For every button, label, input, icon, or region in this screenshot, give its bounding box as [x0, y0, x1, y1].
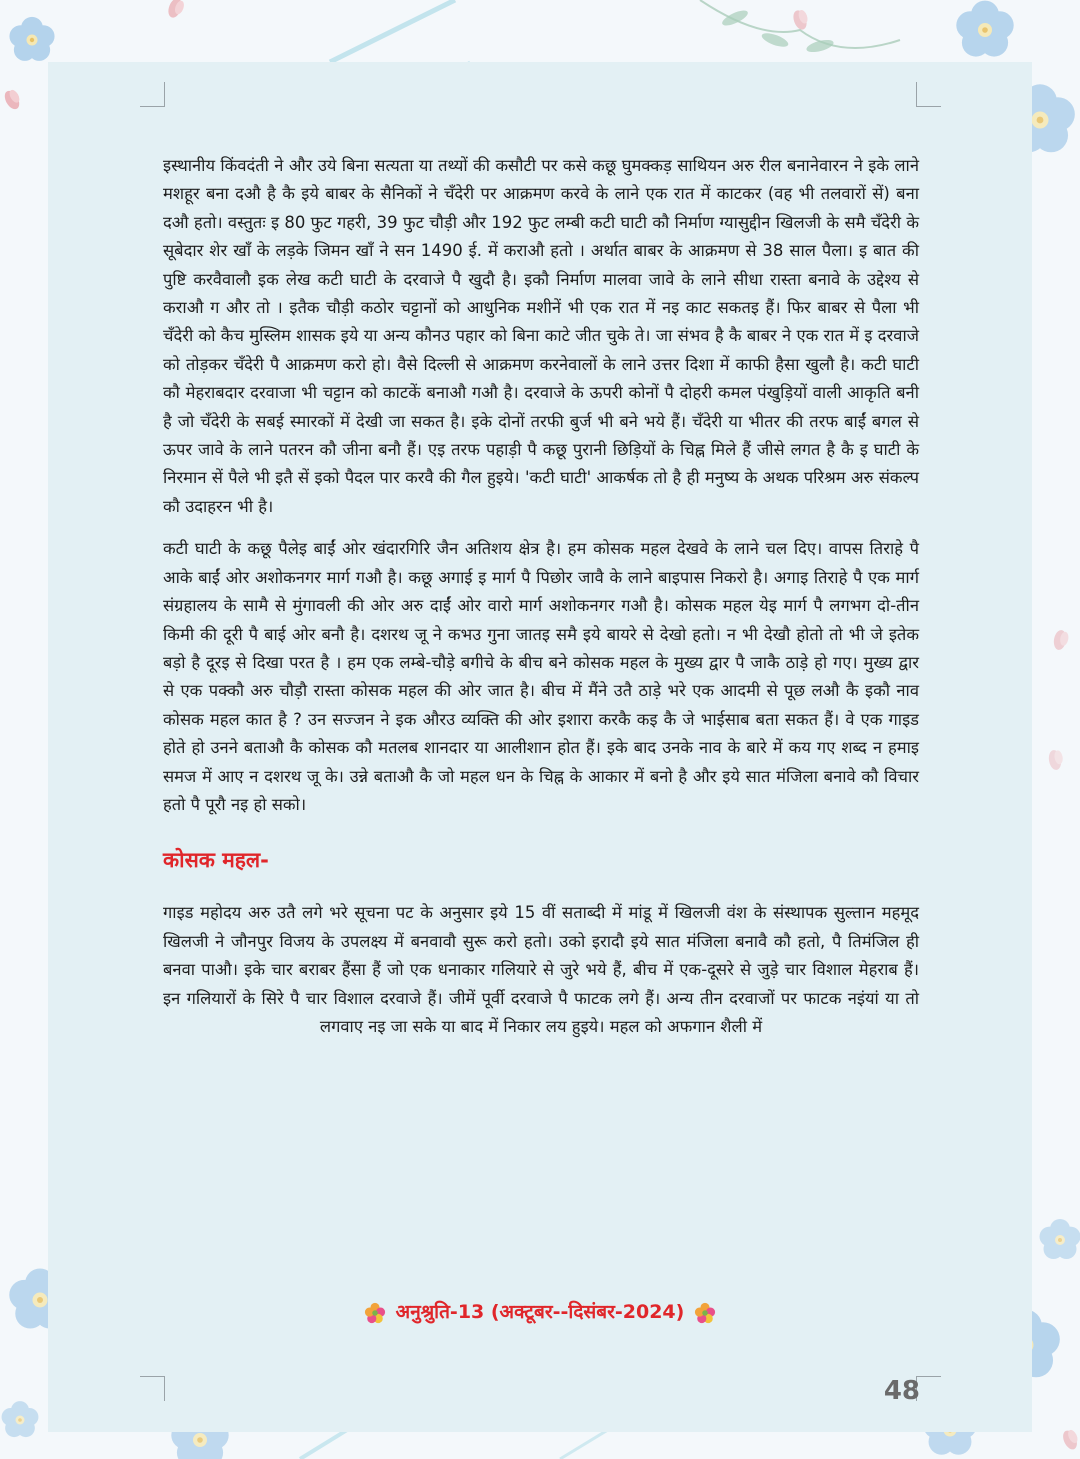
article-body: [163, 152, 919, 1055]
crop-mark-top-left: [140, 82, 165, 107]
journal-footer: [0, 1296, 1080, 1328]
flower-icon: [364, 1302, 386, 1324]
paragraph-3: गाइड महोदय अरु उतै लगे भरे सूचना पट के अनुसार इये 15 वीं सताब्दी में मांडू में खिलजी वंश के संस्थापक सुल्तान महमूद खिलजी ने जौनपुर विजय के उपलक्ष्य में बनवावौ सुरू करो हतो। उको इरादौ इये सात मंजिला बनावै कौ हतो, पै तिमंजिल ही बनवा पाऔ। इके चार बराबर हैंसा हैं जो एक धनाकार गलियारे से जुरे भये हैं, बीच में एक-दूसरे से जुड़े चार विशाल मेहराब हैं। इन गलियारों के सिरे पै चार विशाल दरवाजे हैं। जीमें पूर्वी दरवाजे पै फाटक लगे हैं। अन्य तीन दरवाजों पर फाटक नइंयां या तो लगवाए नइ जा सके या बाद में निकार लय हुइये। महल को अफगान शैली में: [163, 903, 919, 1036]
crop-mark-bottom-left: [140, 1376, 165, 1401]
page-number: 48: [883, 1376, 920, 1406]
paragraph-2: कटी घाटी के कछू पैलेइ बाईं ओर खंदारगिरि जैन अतिशय क्षेत्र है। हम कोसक महल देखवे के लाने चल दिए। वापस तिराहे पै आके बाईं ओर अशोकनगर मार्ग गऔ है। कछू अगाई इ मार्ग पै पिछोर जावै के लाने बाइपास निकरो है। अगाइ तिराहे पै एक मार्ग संग्रहालय के सामै से मुंगावली की ओर अरु दाईं ओर वारो मार्ग अशोकनगर गऔ है। कोसक महल येइ मार्ग पै लगभग दो-तीन किमी की दूरी पै बाई ओर बनौ है। दशरथ जू ने कभउ गुना जातइ समै इये बायरे से देखो हतो। न भी देखौ होतो तो भी जे इतेक बड़ो है दूरइ से दिखा परत है । हम एक लम्बे-चौड़े बगीचे के बीच बने कोसक महल के मुख्य द्वार पै जाकै ठाड़े हो गए। मुख्य द्वार से एक पक्कौ अरु चौड़ौ रास्ता कोसक महल की ओर जात है। बीच में मैंने उतै ठाड़े भरे एक आदमी से पूछ लऔ कै इकौ नाव कोसक महल कात है ? उन सज्जन ने इक औरउ व्यक्ति की ओर इशारा करकै कइ कै जे भाईसाब बता सकत हैं। वे एक गाइड होते हो उनने बताऔ कै कोसक कौ मतलब शानदार या आलीशान होत हैं। इके बाद उनके नाव के बारे में कय गए शब्द न हमाइ समज में आए न दशरथ जू के। उन्ने बताऔ कै जो महल धन के चिह्न के आकार में बनो है और इये सात मंजिला बनावे कौ विचार हतो पै पूरौ नइ हो सको।: [163, 539, 919, 814]
section-heading: कोसक महल-: [163, 848, 269, 873]
crop-mark-top-right: [916, 82, 941, 107]
paragraph-1: इस्थानीय किंवदंती ने और उये बिना सत्यता या तथ्यों की कसौटी पर कसे कछू घुमक्कड़ साथियन अरु रील बनानेवारन ने इके लाने मशहूर बना दऔ है कै इये बाबर के सैनिकों ने चँदेरी पर आक्रमण करवे के लाने एक रात में काटकर (वह भी तलवारों सें) बना दऔ हतो। वस्तुतः इ 80 फुट गहरी, 39 फुट चौड़ी और 192 फुट लम्बी कटी घाटी कौ निर्माण ग्यासुद्दीन खिलजी के समै चँदेरी के सूबेदार शेर खाँ के लड़के जिमन खाँ ने सन 1490 ई. में कराऔ हतो । अर्थात बाबर के आक्रमण से 38 साल पैला। इ बात की पुष्टि करवैवालौ इक लेख कटी घाटी के दरवाजे पै खुदौ है। इकौ निर्माण मालवा जावे के लाने सीधा रास्ता बनावे के उद्देश्य से कराऔ ग और तो । इतैक चौड़ी कठोर चट्टानों को आधुनिक मशीनें भी एक रात में नइ काट सकतइ हैं। फिर बाबर से पैला भी चँदेरी को कैच मुस्लिम शासक इये या अन्य कौनउ पहार को बिना काटे जीत चुके ते। जा संभव है कै बाबर ने एक रात में इ दरवाजे को तोड़कर चँदेरी पै आक्रमण करो हो। वैसे दिल्ली से आक्रमण करनेवालों के लाने उत्तर दिशा में काफी हैसा खुलौ है। कटी घाटी कौ मेहराबदार दरवाजा भी चट्टान को काटकें बनाऔ गऔ है। दरवाजे के ऊपरी कोनों पै दोहरी कमल पंखुड़ियों वाली आकृति बनी है जो चँदेरी के सबई स्मारकों में देखी जा सकत है। इके दोनों तरफी बुर्ज भी बने भये हैं। चँदेरी या भीतर की तरफ बाईं बगल से ऊपर जावे के लाने पतरन कौ जीना बनौ हैं। एइ तरफ पहाड़ी पै कछू पुरानी छिड़ियों के चिह्न मिले हैं जीसे लगत है कै इ घाटी के निरमान सें पैले भी इतै सें इको पैदल पार करवै की गैल हुइये। 'कटी घाटी' आकर्षक तो है ही मनुष्य के अथक परिश्रम अरु संकल्प कौ उदाहरन भी है।: [163, 156, 919, 516]
journal-issue-title: अनुश्रुति-13 (अक्टूबर--दिसंबर-2024): [395, 1301, 685, 1323]
flower-icon: [694, 1302, 716, 1324]
